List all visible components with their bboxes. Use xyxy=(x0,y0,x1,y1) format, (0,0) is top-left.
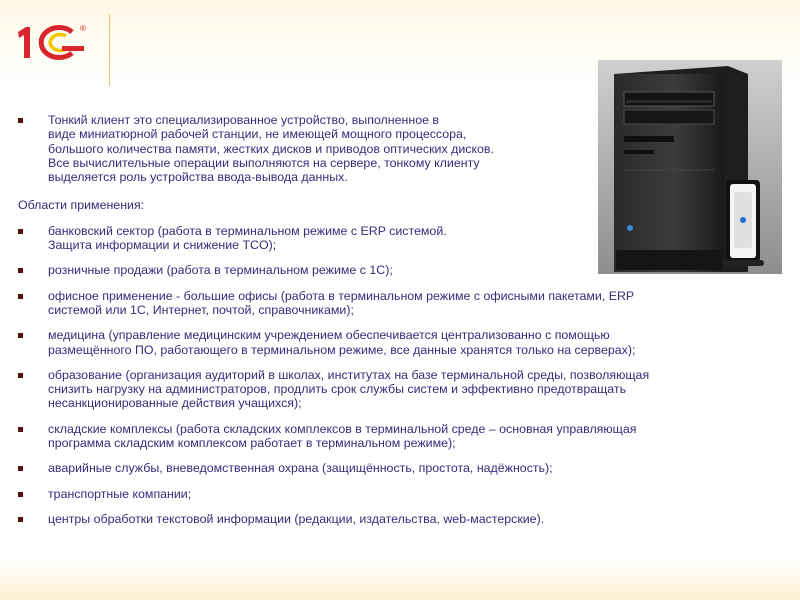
bullet-icon xyxy=(18,229,23,234)
bullet-icon xyxy=(18,268,23,273)
list-item xyxy=(16,512,776,526)
bullet-icon xyxy=(18,373,23,378)
list-item xyxy=(16,487,776,501)
registered-mark: ® xyxy=(80,24,86,33)
list-item-text: образование (организация аудиторий в школах, институтах на базе терминальной среды, позволяющая снизить нагрузку на администраторов, продлить срок службы систем и эффективно предотвращать несанкционированные действия учащихся); xyxy=(48,367,650,411)
list-item xyxy=(16,289,776,318)
areas-heading: Области применения: xyxy=(18,198,145,213)
bullet-icon xyxy=(18,427,23,432)
main-content xyxy=(16,113,776,526)
bullet-icon xyxy=(18,294,23,299)
list-item xyxy=(16,422,776,451)
list-item xyxy=(16,263,776,277)
list-item xyxy=(16,368,776,411)
intro-item xyxy=(16,113,776,184)
1c-logo xyxy=(14,22,94,62)
list-item-text: розничные продажи (работа в терминальном режиме с 1С); xyxy=(48,263,393,278)
list-item-text: складские комплексы (работа складских комплексов в терминальной среде – основная управляющая программа складским комплексом работает в терминальном режиме); xyxy=(48,421,637,451)
list-item xyxy=(16,461,776,475)
logo-divider xyxy=(109,14,110,86)
bullet-icon xyxy=(18,118,23,123)
list-item-text: транспортные компании; xyxy=(48,486,192,501)
bullet-icon xyxy=(18,517,23,522)
intro-text: Тонкий клиент это специализированное устройство, выполненное в виде миниатюрной рабочей станции, не имеющей мощного процессора, большого количества памяти, жестких дисков и приводов оптических дисков. Все вычислительные операции выполняются на сервере, тонкому клиенту выделяется роль устройства ввода-вывода данных. xyxy=(48,113,494,185)
list-item-text: центры обработки текстовой информации (редакции, издательства, web-мастерские). xyxy=(48,511,545,526)
list-item xyxy=(16,224,776,253)
footer-band xyxy=(0,560,800,600)
list-item-text: медицина (управление медицинским учреждением обеспечивается централизованно с помощью размещённого ПО, работающего в терминальном режиме, все данные хранятся только на серверах); xyxy=(48,328,636,357)
bullet-icon xyxy=(18,466,23,471)
list-item xyxy=(16,328,776,357)
bullet-icon xyxy=(18,492,23,497)
list-item-text: аварийные службы, вневедомственная охрана (защищённость, простота, надёжность); xyxy=(48,461,553,476)
list-item-text: офисное применение - большие офисы (работа в терминальном режиме с офисными пакетами, ERP системой или 1С, Интернет, почтой, справочниками); xyxy=(48,288,635,317)
list-item-text: банковский сектор (работа в терминальном режиме с ERP системой. Защита информации и снижение TCO); xyxy=(48,223,447,253)
bullet-icon xyxy=(18,333,23,338)
